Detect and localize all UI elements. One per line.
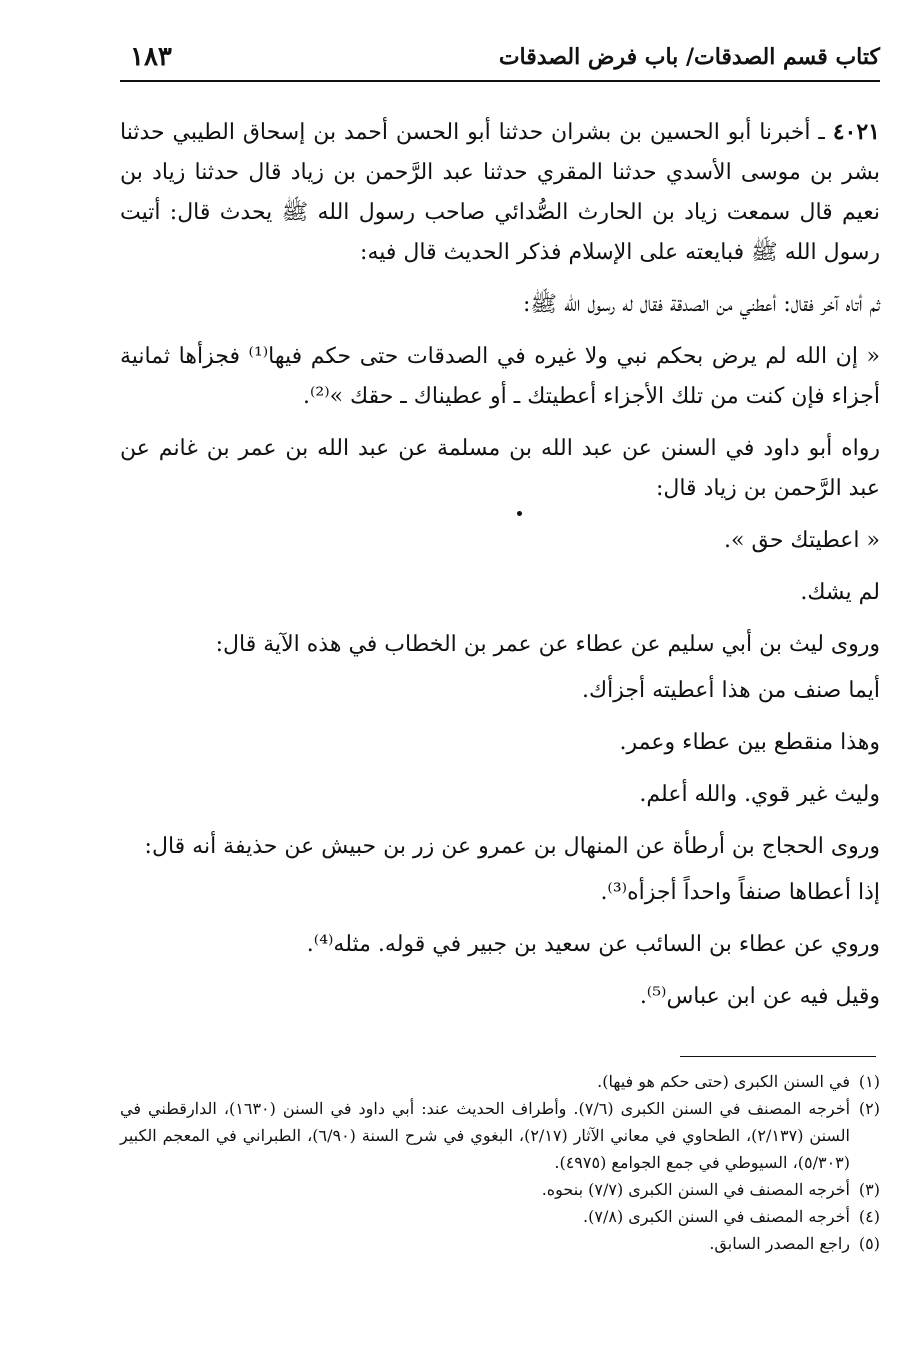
footnote-number: (٣) xyxy=(858,1180,880,1199)
main-text xyxy=(120,112,880,1029)
text-paragraph: وقيل فيه عن ابن عباس⁽⁵⁾. xyxy=(639,984,880,1009)
text-paragraph: ثم أتاه آخر فقال: أعطني من الصدقة فقال له رسول الله ﷺ: xyxy=(523,292,880,317)
footnote xyxy=(120,1176,880,1203)
text-paragraph: لم يشك. xyxy=(800,580,880,605)
footnote-text: في السنن الكبرى (حتى حكم هو فيها). xyxy=(597,1072,850,1091)
text-paragraph: وروى الحجاج بن أرطأة عن المنهال بن عمرو عن زر بن حبيش عن حذيفة أنه قال: xyxy=(144,834,880,859)
footnote-text: أخرجه المصنف في السنن الكبرى (٧/٨). xyxy=(583,1207,850,1226)
text-paragraph: « اعطيتك حق ». xyxy=(724,528,880,553)
footnote-number: (٢) xyxy=(858,1099,880,1118)
footnote-number: (١) xyxy=(858,1072,880,1091)
footnote-text: أخرجه المصنف في السنن الكبرى (٧/٦). وأطراف الحديث عند: أبي داود في السنن (١٦٣٠)، الدارقطني في السنن (٢/١٣٧)، الطحاوي في معاني الآثار (٢/١٧)، البغوي في شرح السنة (٦/٩٠)، الطبراني في المعجم الكبير (٥/٣٠٣)، السيوطي في جمع الجوامع (٤٩٧٥). xyxy=(120,1099,851,1172)
hadith-paragraph xyxy=(120,112,880,273)
page-header xyxy=(120,30,880,82)
footnote xyxy=(120,1230,880,1257)
text-paragraph: رواه أبو داود في السنن عن عبد الله بن مسلمة عن عبد الله بن عمر بن غانم عن عبد الرَّحمن بن زياد قال: xyxy=(120,436,880,501)
footnote-text: أخرجه المصنف في السنن الكبرى (٧/٧) بنحوه. xyxy=(541,1180,850,1199)
text-paragraph: « إن الله لم يرض بحكم نبي ولا غيره في الصدقات حتى حكم فيها⁽¹⁾ فجزأها ثمانية أجزاء فإن كنت من تلك الأجزاء أعطيتك ـ أو عطيناك ـ حقك »⁽²⁾. xyxy=(120,344,880,409)
text-paragraph: وروى ليث بن أبي سليم عن عطاء عن عمر بن الخطاب في هذه الآية قال: xyxy=(215,632,880,657)
text-paragraph: أيما صنف من هذا أعطيته أجزأك. xyxy=(582,678,880,703)
text-paragraph: وليث غير قوي. والله أعلم. xyxy=(639,782,880,807)
footnotes xyxy=(120,1068,880,1257)
running-title: كتاب قسم الصدقات/ باب فرض الصدقات xyxy=(498,44,880,70)
page-number: ١٨٣ xyxy=(130,42,172,72)
stray-dot-mark xyxy=(517,511,522,516)
text-paragraph: وروي عن عطاء بن السائب عن سعيد بن جبير في قوله. مثله⁽⁴⁾. xyxy=(306,932,880,957)
footnote xyxy=(120,1203,880,1230)
footnote-text: راجع المصدر السابق. xyxy=(709,1234,850,1253)
footnote xyxy=(120,1095,880,1176)
hadith-number: ٤٠٢١ xyxy=(832,119,880,145)
footnote-separator xyxy=(680,1056,876,1057)
isnad-text: ـ أخبرنا أبو الحسين بن بشران حدثنا أبو الحسن أحمد بن إسحاق الطيبي حدثنا بشر بن موسى الأسدي حدثنا المقري حدثنا عبد الرَّحمن بن زياد قال حدثنا زياد بن نعيم قال سمعت زياد بن الحارث الصُّدائي صاحب رسول الله ﷺ يحدث قال: أتيت رسول الله ﷺ فبايعته على الإسلام فذكر الحديث قال فيه: xyxy=(120,120,880,265)
footnote-number: (٤) xyxy=(858,1207,880,1226)
footnote-number: (٥) xyxy=(858,1234,880,1253)
text-paragraph: إذا أعطاها صنفاً واحداً أجزأه⁽³⁾. xyxy=(600,880,880,905)
text-paragraph: وهذا منقطع بين عطاء وعمر. xyxy=(619,730,880,755)
footnote xyxy=(120,1068,880,1095)
